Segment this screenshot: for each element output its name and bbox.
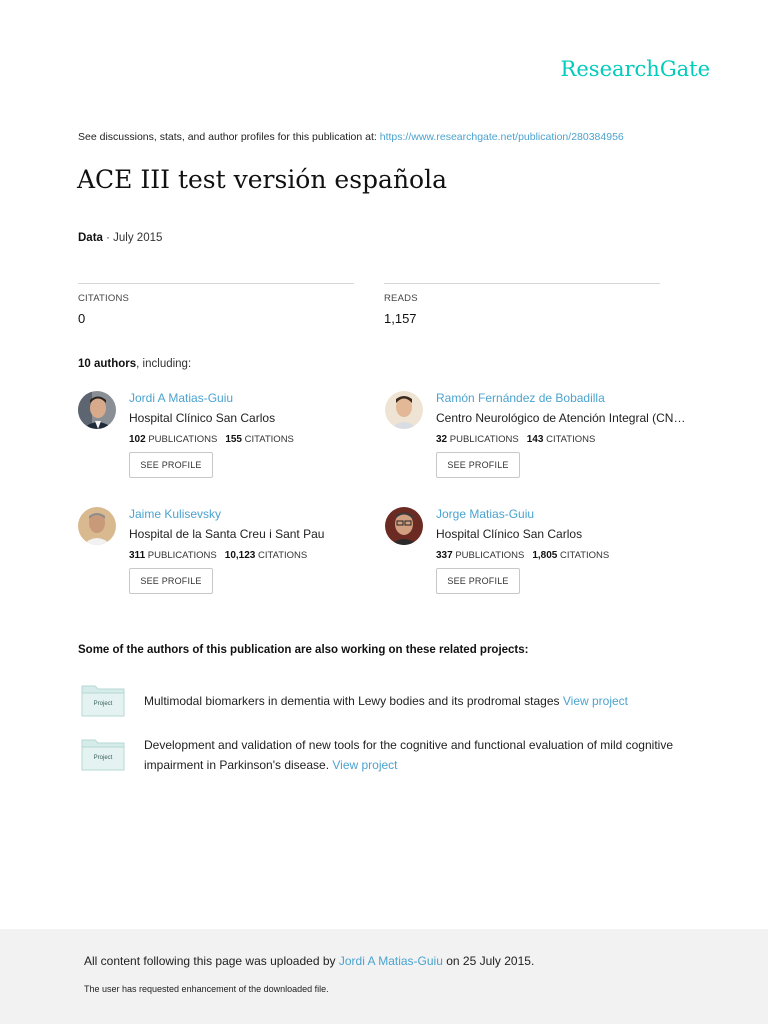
author-stats xyxy=(129,434,294,445)
citations-label: CITATIONS xyxy=(244,434,294,445)
author-citations-count: 143 xyxy=(526,434,544,445)
author-name-link[interactable]: Jaime Kulisevsky xyxy=(129,507,222,521)
author-name-link[interactable]: Ramón Fernández de Bobadilla xyxy=(436,391,605,405)
see-profile-button[interactable]: SEE PROFILE xyxy=(129,452,213,478)
author-publications-count: 311 xyxy=(129,550,146,561)
publication-date: · July 2015 xyxy=(102,232,163,244)
project-folder-label: Project xyxy=(93,755,113,761)
author-publications-count: 337 xyxy=(436,550,453,561)
view-project-link[interactable]: View project xyxy=(332,758,398,772)
citations-label: CITATIONS xyxy=(78,293,130,304)
publications-label: PUBLICATIONS xyxy=(147,550,217,561)
citations-label: CITATIONS xyxy=(559,550,610,561)
author-card xyxy=(78,391,398,501)
project-folder-icon[interactable] xyxy=(81,683,125,717)
author-name-link[interactable]: Jordi A Matias-Guiu xyxy=(129,391,234,405)
citations-label: CITATIONS xyxy=(258,550,308,561)
publication-type: Data xyxy=(78,232,103,244)
publications-label: PUBLICATIONS xyxy=(148,434,218,445)
publications-label: PUBLICATIONS xyxy=(455,550,525,561)
project-description xyxy=(144,691,704,711)
authors-summary xyxy=(78,358,191,370)
author-institution: Hospital Clínico San Carlos xyxy=(436,527,583,541)
author-publications-count: 102 xyxy=(129,434,146,445)
author-avatar[interactable] xyxy=(78,391,116,429)
author-institution: Centro Neurológico de Atención Integral (CN… xyxy=(436,411,686,425)
author-publications-count: 32 xyxy=(436,434,448,445)
author-stats xyxy=(436,550,609,561)
author-institution: Hospital Clínico San Carlos xyxy=(129,411,276,425)
publication-title: ACE III test versión española xyxy=(77,165,447,194)
enhancement-note: The user has requested enhancement of the downloaded file. xyxy=(84,984,329,994)
project-folder-label: Project xyxy=(93,701,113,707)
publications-label: PUBLICATIONS xyxy=(449,434,519,445)
author-avatar[interactable] xyxy=(385,507,423,545)
reads-label: READS xyxy=(384,293,418,304)
uploader-link[interactable]: Jordi A Matias-Guiu xyxy=(338,954,443,968)
see-profile-button[interactable]: SEE PROFILE xyxy=(129,568,213,594)
author-name-link[interactable]: Jorge Matias-Guiu xyxy=(436,507,535,521)
project-title: Development and validation of new tools for the cognitive and functional evaluation of mild cognitive impairment in Parkinson's disease. xyxy=(144,738,673,772)
authors-suffix: , including: xyxy=(136,358,192,370)
citations-count: 0 xyxy=(78,311,86,326)
author-card xyxy=(385,391,705,501)
upload-prefix: All content following this page was uploaded by xyxy=(84,954,339,968)
publication-meta xyxy=(78,232,162,244)
upload-notice xyxy=(84,954,534,968)
citations-stat xyxy=(78,283,354,326)
author-citations-count: 10,123 xyxy=(224,550,256,561)
author-citations-count: 155 xyxy=(225,434,242,445)
reads-count: 1,157 xyxy=(384,311,417,326)
author-card xyxy=(78,507,398,617)
project-title: Multimodal biomarkers in dementia with Lewy bodies and its prodromal stages xyxy=(144,694,563,708)
see-profile-button[interactable]: SEE PROFILE xyxy=(436,452,520,478)
researchgate-logo[interactable]: ResearchGate xyxy=(560,57,710,81)
see-profile-button[interactable]: SEE PROFILE xyxy=(436,568,520,594)
author-citations-count: 1,805 xyxy=(532,550,558,561)
intro-text: See discussions, stats, and author profiles for this publication at: xyxy=(78,131,380,143)
project-folder-icon[interactable] xyxy=(81,737,125,771)
author-stats xyxy=(436,434,595,445)
citations-label: CITATIONS xyxy=(546,434,596,445)
authors-count: 10 authors xyxy=(78,358,137,370)
author-stats xyxy=(129,550,307,561)
reads-stat xyxy=(384,283,660,326)
author-card xyxy=(385,507,705,617)
author-avatar[interactable] xyxy=(385,391,423,429)
related-projects-heading: Some of the authors of this publication are also working on these related projects: xyxy=(78,644,529,656)
intro-line xyxy=(78,131,624,143)
project-description xyxy=(144,735,704,775)
author-institution: Hospital de la Santa Creu i Sant Pau xyxy=(129,527,325,541)
footer xyxy=(0,929,768,1024)
publication-url-link[interactable]: https://www.researchgate.net/publication/280384956 xyxy=(379,131,624,143)
upload-suffix: on 25 July 2015. xyxy=(442,954,535,968)
author-avatar[interactable] xyxy=(78,507,116,545)
view-project-link[interactable]: View project xyxy=(562,694,629,708)
